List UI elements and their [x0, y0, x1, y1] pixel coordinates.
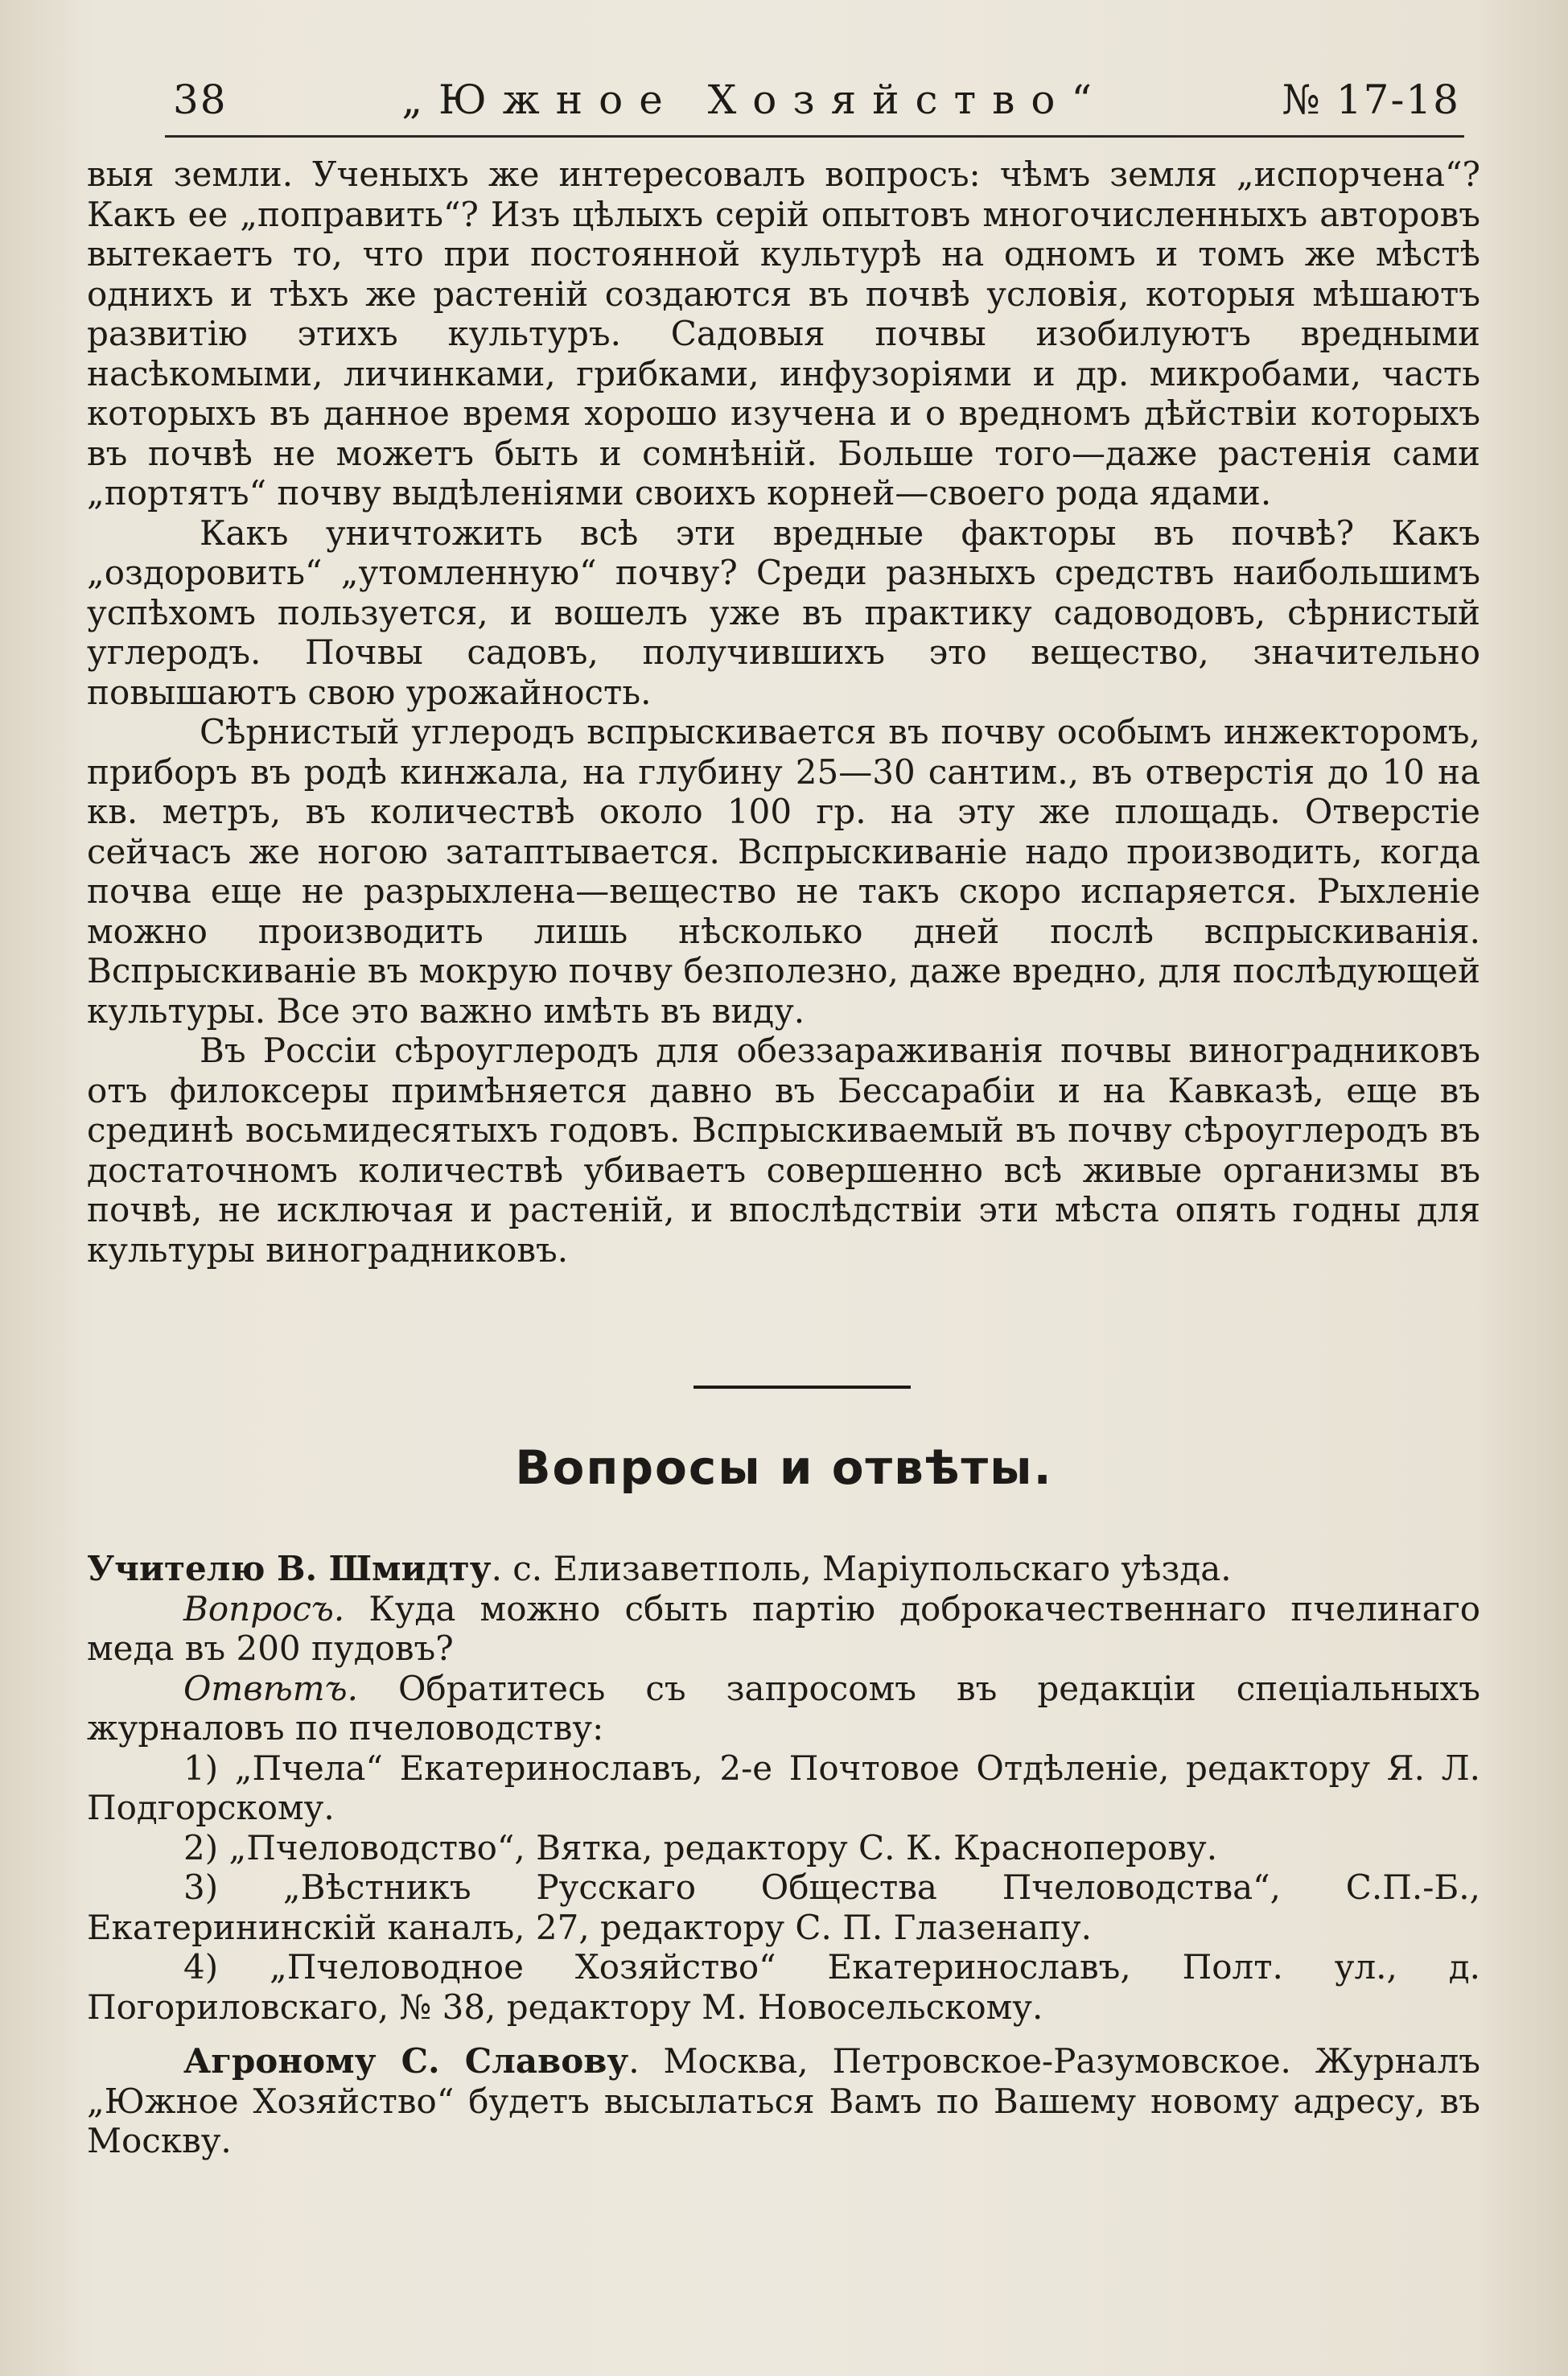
page-header [173, 76, 1460, 133]
issue-number: № 17-18 [1282, 76, 1460, 123]
list-item: 3) „Вѣстникъ Русскаго Общества Пчеловодства“, С.П.-Б., Екатерининскій каналъ, 27, редактору С. П. Глазенапу. [87, 1867, 1480, 1947]
answer-text: Обратитесь съ запросомъ въ редакціи спеціальныхъ журналовъ по пчеловодству: [87, 1668, 1480, 1748]
section-divider [693, 1386, 911, 1389]
question-label: Вопросъ. [183, 1588, 345, 1629]
paragraph-2: Какъ уничтожить всѣ эти вредные факторы въ почвѣ? Какъ „оздоровить“ „утомленную“ почву? Среди разныхъ средствъ наибольшимъ успѣхомъ пользуется, и вошелъ уже въ практику садоводовъ, сѣрнистый углеродъ. Почвы садовъ, получившихъ это вещество, значительно повышаютъ свою урожайность. [87, 513, 1480, 712]
question [87, 1589, 1480, 1669]
answer [87, 1669, 1480, 1748]
qa-entry-2 [87, 2041, 1480, 2161]
header-rule [165, 135, 1464, 138]
qa-section [87, 1549, 1480, 2161]
paragraph-1: выя земли. Ученыхъ же интересовалъ вопросъ: чѣмъ земля „испорчена“? Какъ ее „поправить“? Изъ цѣлыхъ серій опытовъ многочисленныхъ авторовъ вытекаетъ то, что при постоянной культурѣ на одномъ и томъ же мѣстѣ однихъ и тѣхъ же растеній создаются въ почвѣ условія, которыя мѣшаютъ развитію этихъ культуръ. Садовыя почвы изобилуютъ вредными насѣкомыми, личинками, грибками, инфузоріями и др. микробами, часть которыхъ въ данное время хорошо изучена и о вредномъ дѣйствіи которыхъ въ почвѣ не можетъ быть и сомнѣній. Больше того—даже растенія сами „портятъ“ почву выдѣленіями своихъ корней—своего рода ядами. [87, 154, 1480, 513]
section-title: Вопросы и отвѣты. [515, 1440, 1053, 1495]
answer-label: Отвѣтъ. [183, 1668, 358, 1708]
spacer [87, 2027, 1480, 2041]
paragraph-3: Сѣрнистый углеродъ вспрыскивается въ почву особымъ инжекторомъ, приборъ въ родѣ кинжала, на глубину 25—30 сантим., въ отверстія до 10 на кв. метръ, въ количествѣ около 100 гр. на эту же площадь. Отверстіе сейчасъ же ногою затаптывается. Вспрыскиваніе надо производить, когда почва еще не разрыхлена—вещество не такъ скоро испаряется. Рыхленіе можно производить лишь нѣсколько дней послѣ вспрыскиванія. Вспрыскиваніе въ мокрую почву безполезно, даже вредно, для послѣдующей культуры. Все это важно имѣть въ виду. [87, 712, 1480, 1031]
list-item: 2) „Пчеловодство“, Вятка, редактору С. К. Красноперову. [183, 1827, 1218, 1867]
journal-title: „Южное Хозяйство“ [401, 76, 1109, 123]
addressee-1: Учителю В. Шмидту [87, 1549, 492, 1588]
page-number: 38 [173, 76, 228, 123]
question-text: Куда можно сбыть партію доброкачественнаго пчелинаго меда въ 200 пудовъ? [87, 1588, 1480, 1668]
list-item: 4) „Пчеловодное Хозяйство“ Екатеринославъ, Полт. ул., д. Погориловскаго, № 38, редактору М. Новосельскому. [87, 1947, 1480, 2027]
list-item: 1) „Пчела“ Екатеринославъ, 2-е Почтовое Отдѣленіе, редактору Я. Л. Подгорскому. [87, 1748, 1480, 1827]
addressee-2: Агроному С. Славову [183, 2041, 629, 2081]
paragraph-4: Въ Россіи сѣроуглеродъ для обеззараживанія почвы виноградниковъ отъ филоксеры примѣняется давно въ Бессарабіи и на Кавказѣ, еще въ срединѣ восьмидесятыхъ годовъ. Вспрыскиваемый въ почву сѣроуглеродъ въ достаточномъ количествѣ убиваетъ совершенно всѣ живые организмы въ почвѣ, не исключая и растеній, и впослѣдствіи эти мѣста опять годны для культуры виноградниковъ. [87, 1031, 1480, 1270]
address-1: . с. Елизаветполь, Маріупольскаго уѣзда. [491, 1549, 1232, 1588]
qa-entry-1-header [87, 1549, 1480, 1589]
article-body [87, 154, 1480, 1270]
entry-2-text: . Москва, Петровское-Разумовское. Журналъ „Южное Хозяйство“ будетъ высылаться Вамъ по Вашему новому адресу, въ Москву. [87, 2041, 1480, 2160]
